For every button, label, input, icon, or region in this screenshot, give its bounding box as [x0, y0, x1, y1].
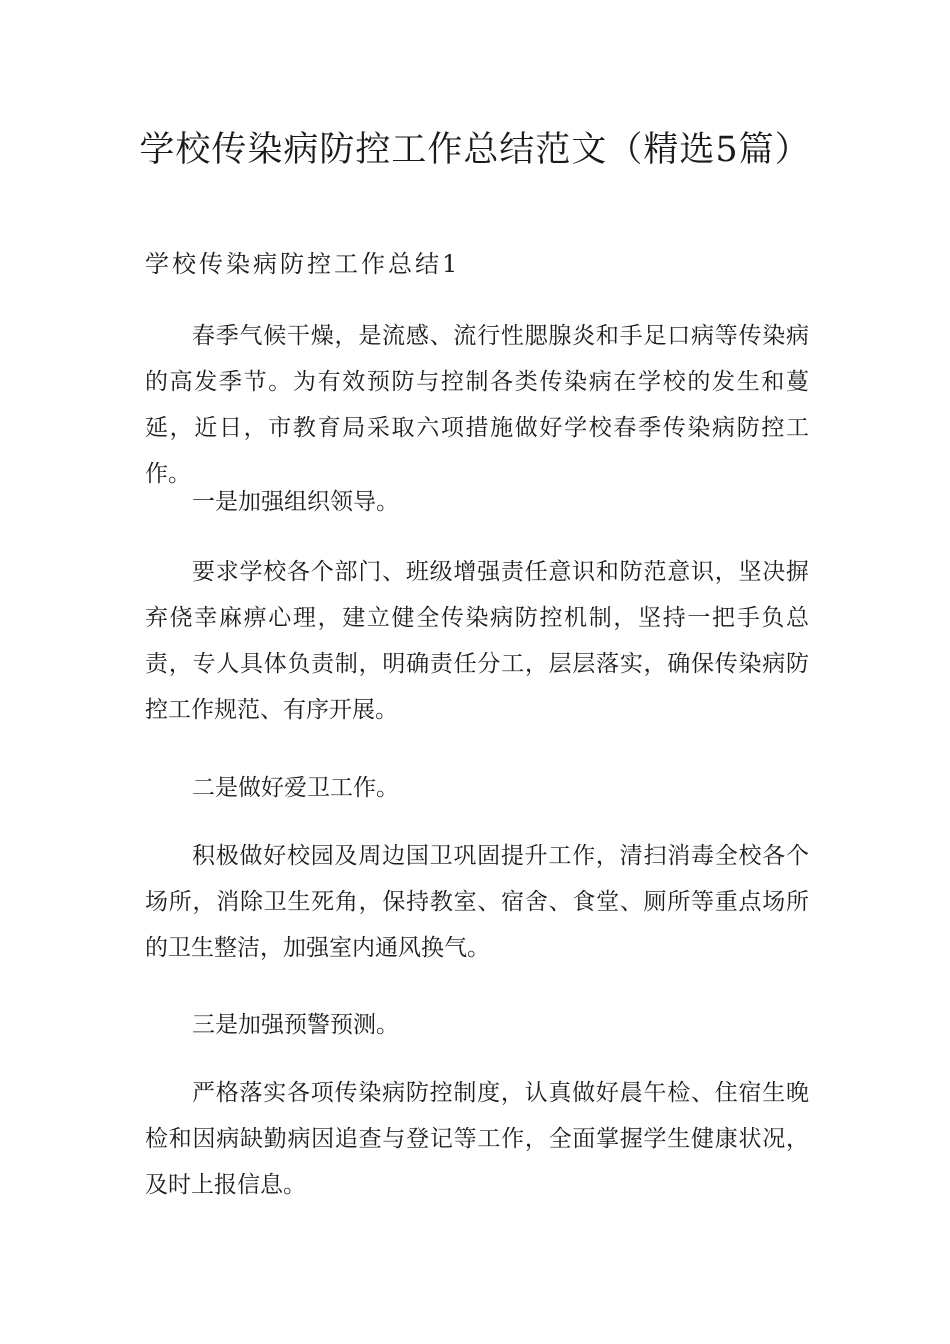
paragraph-measure-2-body: 积极做好校园及周边国卫巩固提升工作，清扫消毒全校各个场所，消除卫生死角，保持教室、宿舍、食堂、厕所等重点场所的卫生整洁，加强室内通风换气。: [145, 843, 809, 961]
paragraph-measure-3-body: 严格落实各项传染病防控制度，认真做好晨午检、住宿生晚检和因病缺勤病因追查与登记等工作，全面掌握学生健康状况，及时上报信息。: [145, 1080, 809, 1198]
paragraph-measure-1-body: 要求学校各个部门、班级增强责任意识和防范意识，坚决摒弃侥幸麻痹心理，建立健全传染病防控机制，坚持一把手负总责，专人具体负责制，明确责任分工，层层落实，确保传染病防控工作规范、有序开展。: [145, 559, 809, 723]
paragraph-measure-1-heading: 一是加强组织领导。: [192, 489, 399, 515]
paragraph-measure-2-heading: 二是做好爱卫工作。: [192, 775, 399, 801]
document-title: 学校传染病防控工作总结范文（精选5篇）: [139, 130, 811, 170]
section-heading: 学校传染病防控工作总结1: [145, 250, 461, 278]
paragraph-intro: 春季气候干燥，是流感、流行性腮腺炎和手足口病等传染病的高发季节。为有效预防与控制各类传染病在学校的发生和蔓延，近日，市教育局采取六项措施做好学校春季传染病防控工作。: [145, 323, 809, 487]
paragraph-measure-3-heading: 三是加强预警预测。: [192, 1012, 399, 1038]
